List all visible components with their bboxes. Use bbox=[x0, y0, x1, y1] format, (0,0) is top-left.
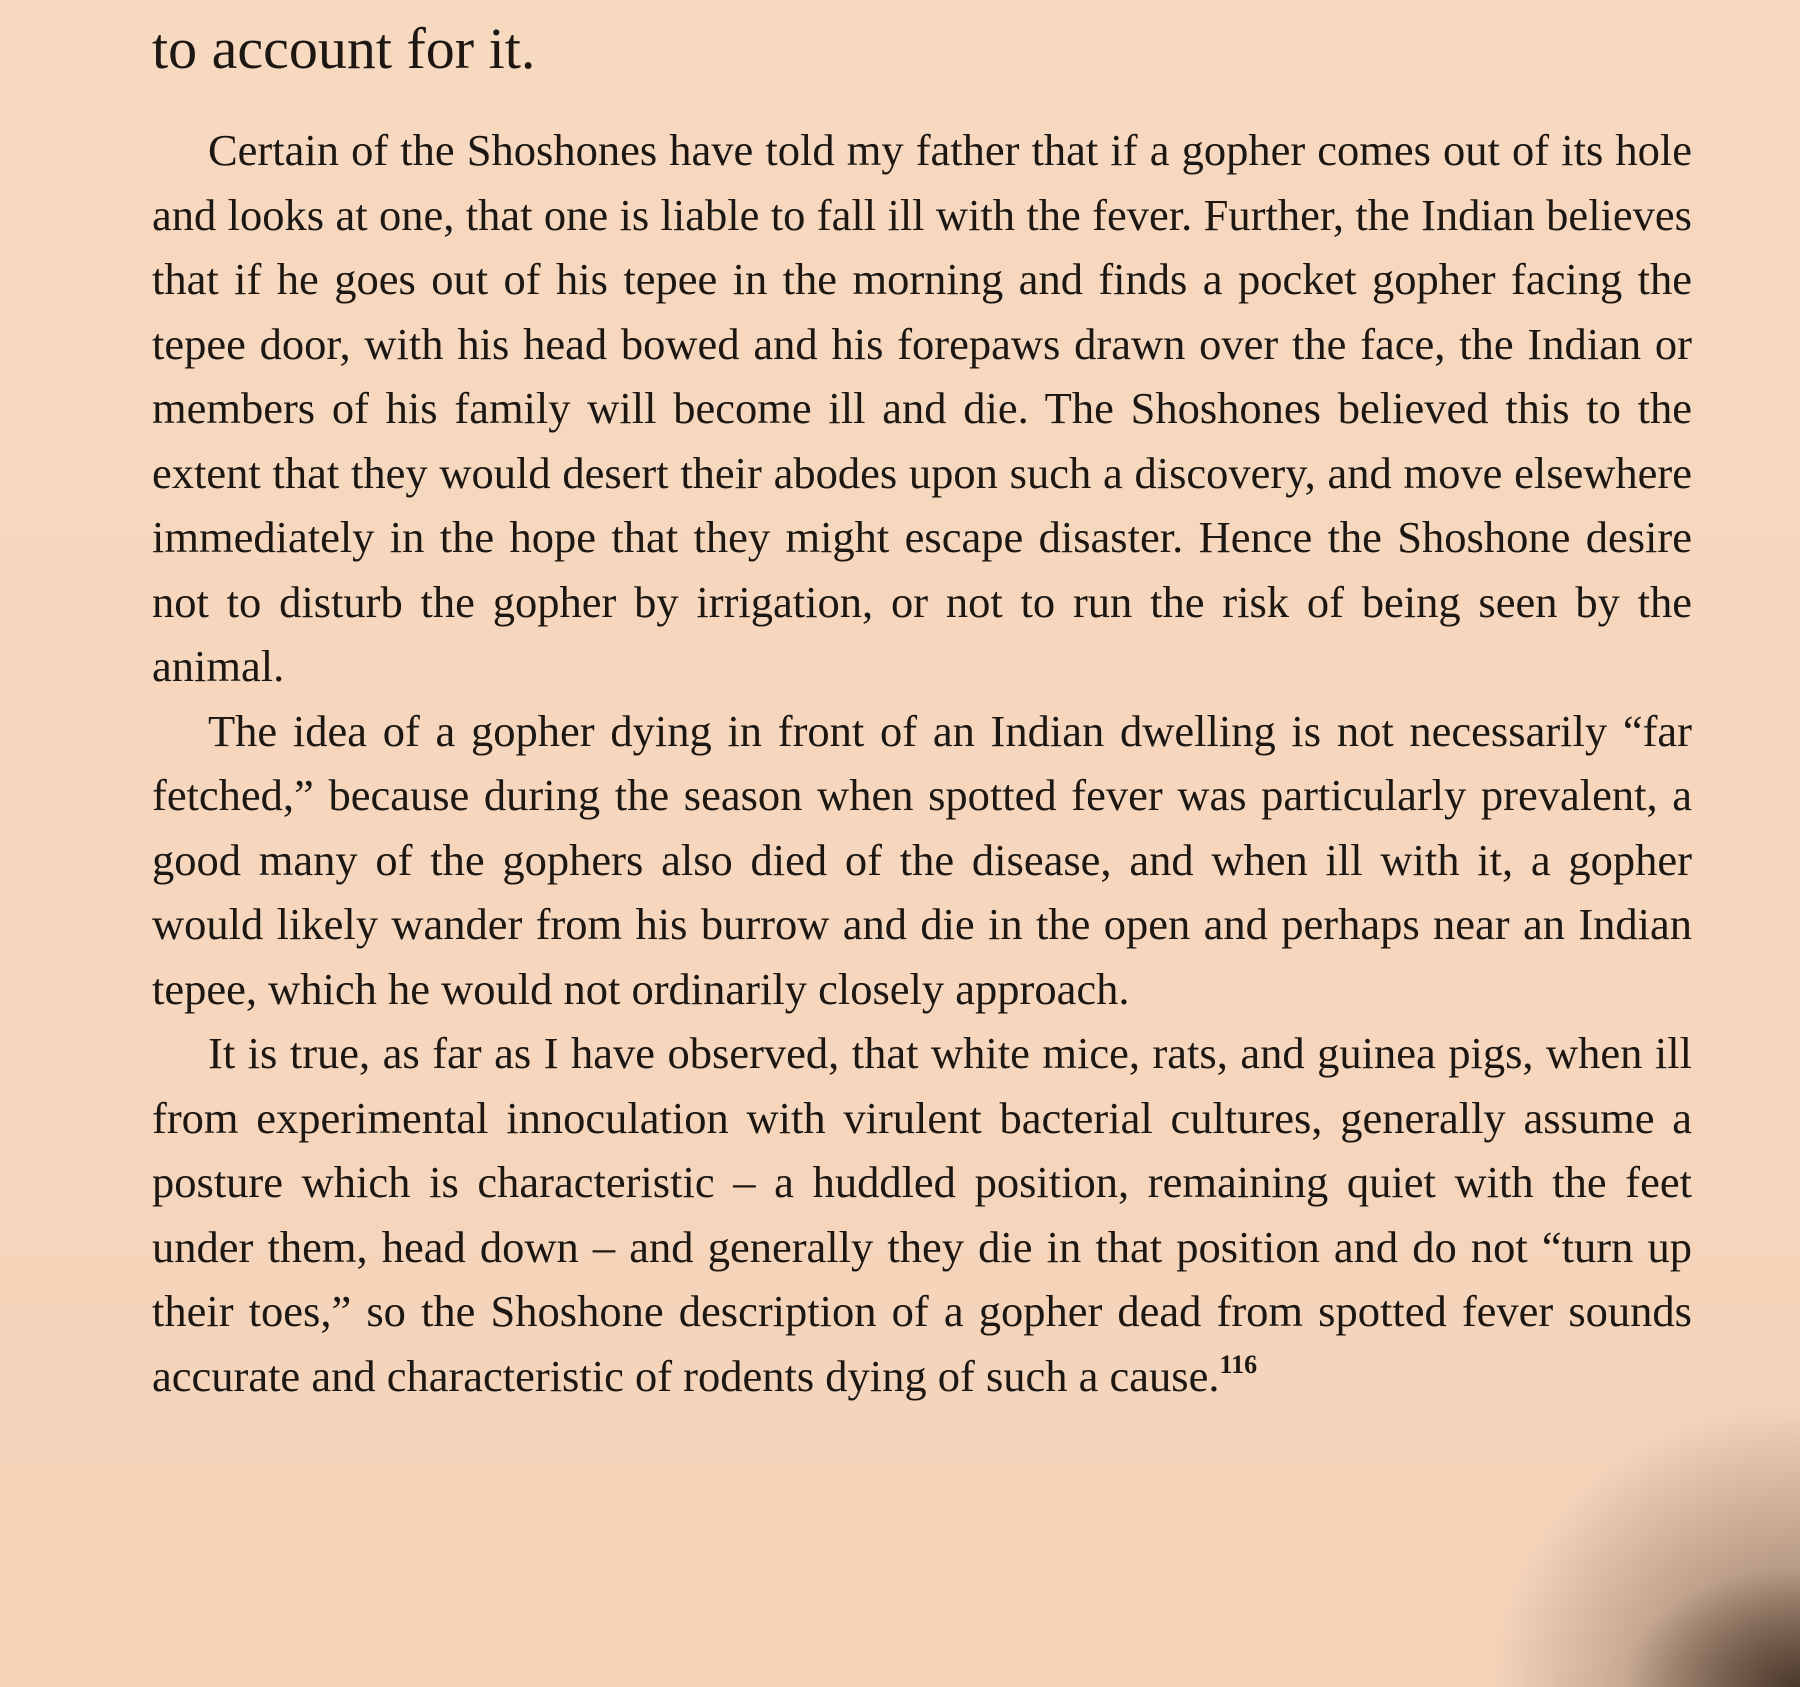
paragraph-1: Certain of the Shoshones have told my father that if a gopher comes out of its hole and looks at one, that one is liable to fall ill with the fever. Further, the Indian believes that if he goes out of his tepee in the morning and finds a pocket gopher facing the tepee door, with his head bowed and his forepaws drawn over the face, the Indian or members of his family will become ill and die. The Shoshones believed this to the extent that they would desert their abodes upon such a discovery, and move elsewhere immediately in the hope that they might escape disaster. Hence the Shoshone desire not to disturb the gopher by irrigation, or not to run the risk of being seen by the animal. bbox=[152, 125, 1692, 691]
body-text bbox=[152, 118, 1692, 1408]
footnote-reference: 116 bbox=[1219, 1349, 1258, 1379]
paragraph-2: The idea of a gopher dying in front of an Indian dwelling is not necessarily “far fetched,” because during the season when spotted fever was particularly prevalent, a good many of the gophers also died of the disease, and when ill with it, a gopher would likely wander from his burrow and die in the open and perhaps near an Indian tepee, which he would not ordinarily closely approach. bbox=[152, 705, 1692, 1014]
paragraph-3-text: It is true, as far as I have observed, that white mice, rats, and guinea pigs, when ill from experimental innoculation with virulent bacterial cultures, generally assume a posture which is characteristic – a huddled position, remaining quiet with the feet under them, head down – and generally they die in that position and do not “turn up their toes,” so the Shoshone description of a gopher dead from spotted fever sounds accurate and characteristic of rodents dying of such a cause. bbox=[152, 1028, 1692, 1401]
paragraph-3 bbox=[152, 1021, 1692, 1408]
page-corner-shadow bbox=[1620, 1567, 1800, 1687]
cutoff-text-line bbox=[150, 0, 1710, 4]
continued-sentence: to account for it. bbox=[152, 16, 536, 81]
